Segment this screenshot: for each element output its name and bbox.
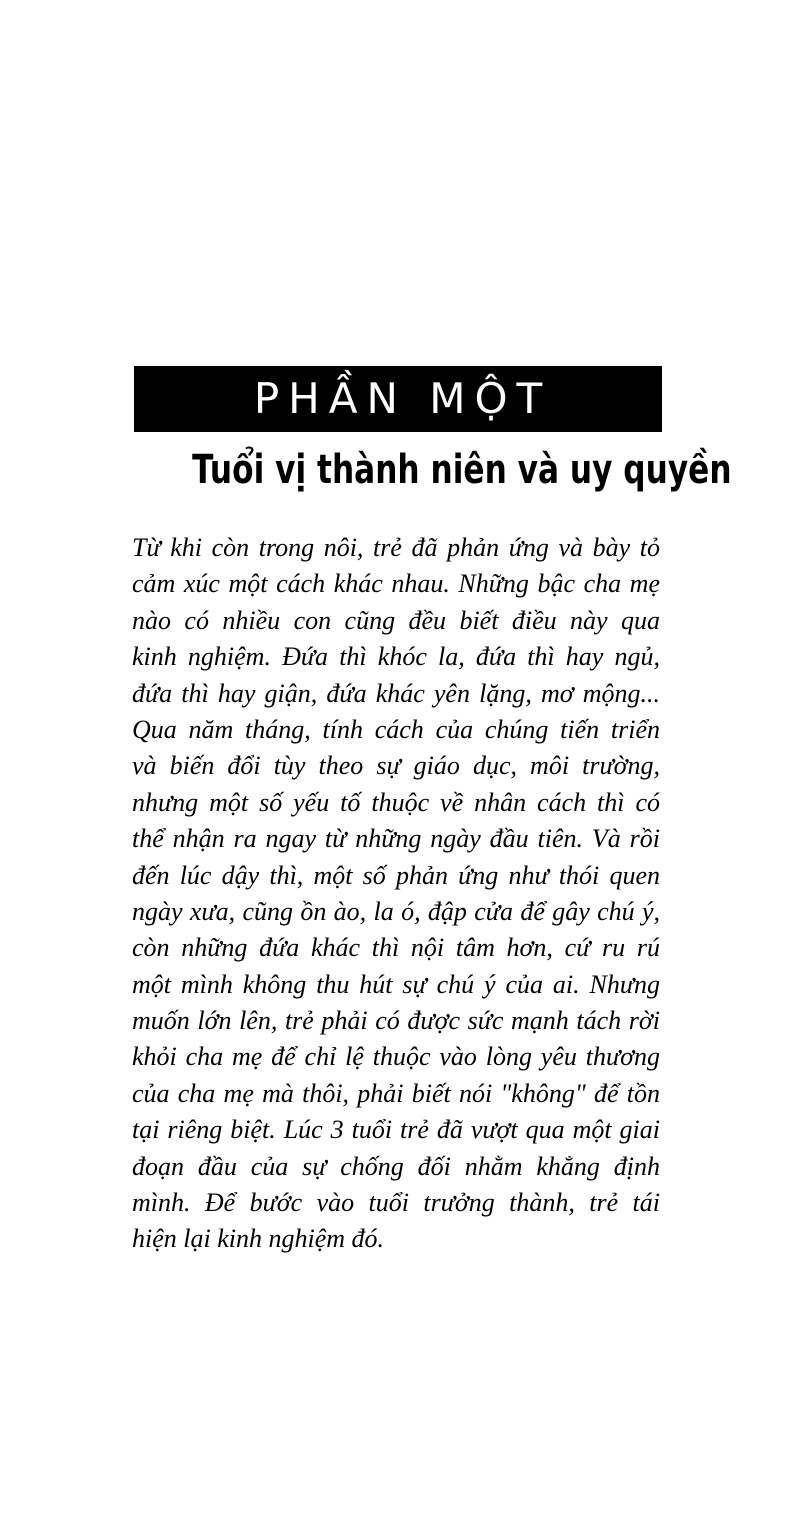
text-line: và biến đổi tùy theo sự giáo dục, môi trường, [132, 751, 660, 781]
text-line: muốn lớn lên, trẻ phải có được sức mạnh tách rời [132, 1006, 660, 1036]
text-line: đến lúc dậy thì, một số phản ứng như thói quen [132, 860, 660, 890]
text-line: tại riêng biệt. Lúc 3 tuổi trẻ đã vượt qua một giai [132, 1115, 660, 1145]
text-line: thể nhận ra ngay từ những ngày đầu tiên. Và rồi [132, 824, 660, 854]
chapter-title: Tuổi vị thành niên và uy quyền [192, 447, 732, 493]
text-line: còn những đứa khác thì nội tâm hơn, cứ ru rú [132, 933, 660, 963]
text-line: cảm xúc một cách khác nhau. Những bậc cha mẹ [132, 569, 660, 599]
text-line: nhưng một số yếu tố thuộc về nhân cách thì có [132, 787, 660, 817]
body-paragraph [132, 530, 660, 1258]
text-line: Từ khi còn trong nôi, trẻ đã phản ứng và bày tỏ [132, 533, 660, 562]
text-line: nào có nhiều con cũng đều biết điều này qua [132, 605, 660, 635]
text-line: khỏi cha mẹ để chỉ lệ thuộc vào lòng yêu thương [132, 1042, 660, 1072]
text-line: kinh nghiệm. Đứa thì khóc la, đứa thì hay ngủ, [132, 642, 660, 672]
text-line: ngày xưa, cũng ồn ào, la ó, đập cửa để gây chú ý, [132, 896, 660, 926]
text-line: đoạn đầu của sự chống đối nhằm khẳng định [132, 1151, 660, 1181]
part-banner [134, 366, 662, 432]
text-line: đứa thì hay giận, đứa khác yên lặng, mơ mộng... [132, 678, 660, 708]
text-line: hiện lại kinh nghiệm đó. [132, 1224, 385, 1254]
text-line: mình. Để bước vào tuổi trưởng thành, trẻ tái [132, 1188, 660, 1218]
part-label: PHẦN MỘT [253, 374, 552, 423]
text-line: một mình không thu hút sự chú ý của ai. Nhưng [132, 969, 660, 999]
text-line: Qua năm tháng, tính cách của chúng tiến triển [132, 714, 660, 744]
text-line: của cha mẹ mà thôi, phải biết nói "không" để tồn [132, 1078, 660, 1108]
